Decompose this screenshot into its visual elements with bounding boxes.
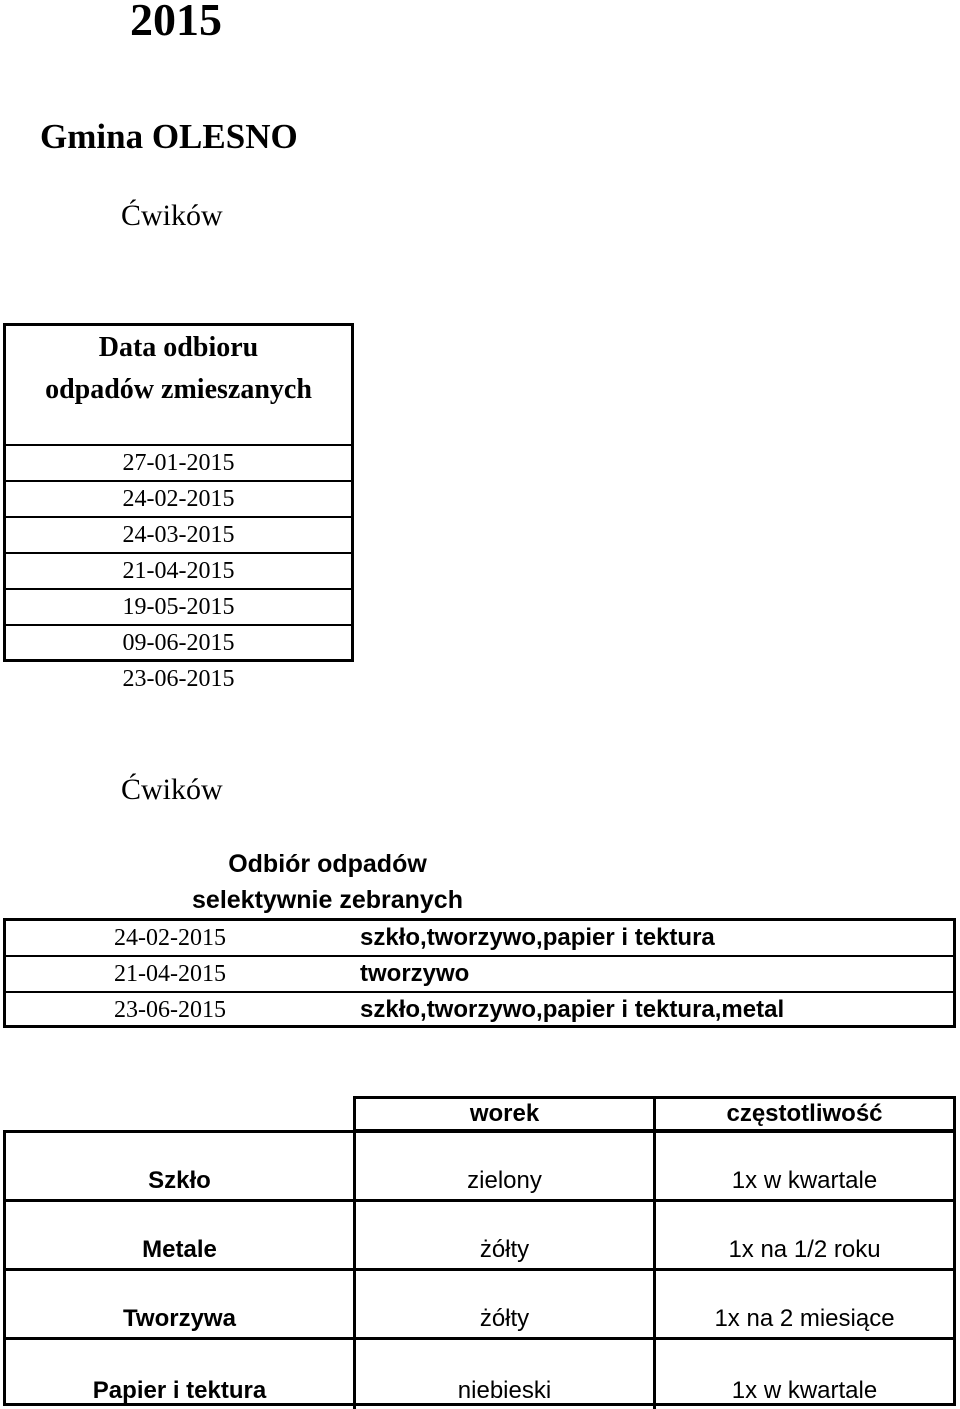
table-row — [6, 1271, 953, 1340]
selective-waste-header-line1: Odbiór odpadów — [228, 850, 427, 878]
material-cell: Metale — [6, 1202, 356, 1268]
mixed-waste-date: 21-04-2015 — [6, 554, 351, 590]
bag-color-cell: niebieski — [356, 1340, 656, 1409]
bag-table — [3, 1130, 956, 1406]
bag-table-header — [353, 1096, 956, 1132]
frequency-cell: 1x na 1/2 roku — [728, 1236, 881, 1263]
mixed-waste-date: 09-06-2015 — [6, 626, 351, 662]
page-year: 2015 — [130, 0, 222, 45]
selective-date: 21-04-2015 — [114, 961, 226, 987]
mixed-waste-table — [3, 323, 354, 692]
mixed-waste-date: 27-01-2015 — [6, 446, 351, 482]
table-row — [6, 1133, 953, 1202]
mixed-waste-header-line1: Data odbioru — [98, 332, 259, 363]
bag-color-cell: żółty — [356, 1202, 656, 1268]
frequency-cell: 1x na 2 miesiące — [714, 1305, 895, 1332]
selective-waste-header-line2: selektywnie zebranych — [192, 886, 463, 914]
selective-date: 24-02-2015 — [114, 925, 226, 951]
bag-color-cell: żółty — [356, 1271, 656, 1337]
municipality-title: Gmina OLESNO — [40, 117, 298, 156]
selective-date: 23-06-2015 — [114, 997, 226, 1023]
material-cell: Papier i tektura — [6, 1340, 356, 1409]
village-name-selective: Ćwików — [121, 773, 223, 806]
mixed-waste-date: 19-05-2015 — [6, 590, 351, 626]
selective-types: szkło,tworzywo,papier i tektura — [360, 924, 715, 951]
table-row — [6, 957, 953, 993]
table-row — [6, 1340, 953, 1409]
bag-color-cell: zielony — [356, 1133, 656, 1199]
selective-waste-header — [0, 846, 655, 918]
table-row — [6, 1202, 953, 1271]
table-row — [6, 921, 953, 957]
village-name: Ćwików — [121, 199, 223, 232]
mixed-waste-dates — [6, 446, 351, 698]
mixed-waste-date: 24-02-2015 — [6, 482, 351, 518]
selective-types: szkło,tworzywo,papier i tektura,metal — [360, 996, 785, 1023]
selective-types: tworzywo — [360, 960, 470, 987]
mixed-waste-header-line2: odpadów zmieszanych — [45, 374, 312, 405]
frequency-cell: 1x w kwartale — [731, 1377, 878, 1404]
mixed-waste-header — [6, 326, 351, 446]
mixed-waste-date: 24-03-2015 — [6, 518, 351, 554]
frequency-cell: 1x w kwartale — [731, 1167, 878, 1194]
table-row — [6, 993, 953, 1029]
bag-column-header: worek — [356, 1099, 656, 1129]
frequency-column-header: częstotliwość — [726, 1100, 883, 1127]
material-cell: Szkło — [6, 1133, 356, 1199]
selective-waste-table — [3, 918, 956, 1028]
material-cell: Tworzywa — [6, 1271, 356, 1337]
mixed-waste-date: 23-06-2015 — [122, 666, 235, 692]
